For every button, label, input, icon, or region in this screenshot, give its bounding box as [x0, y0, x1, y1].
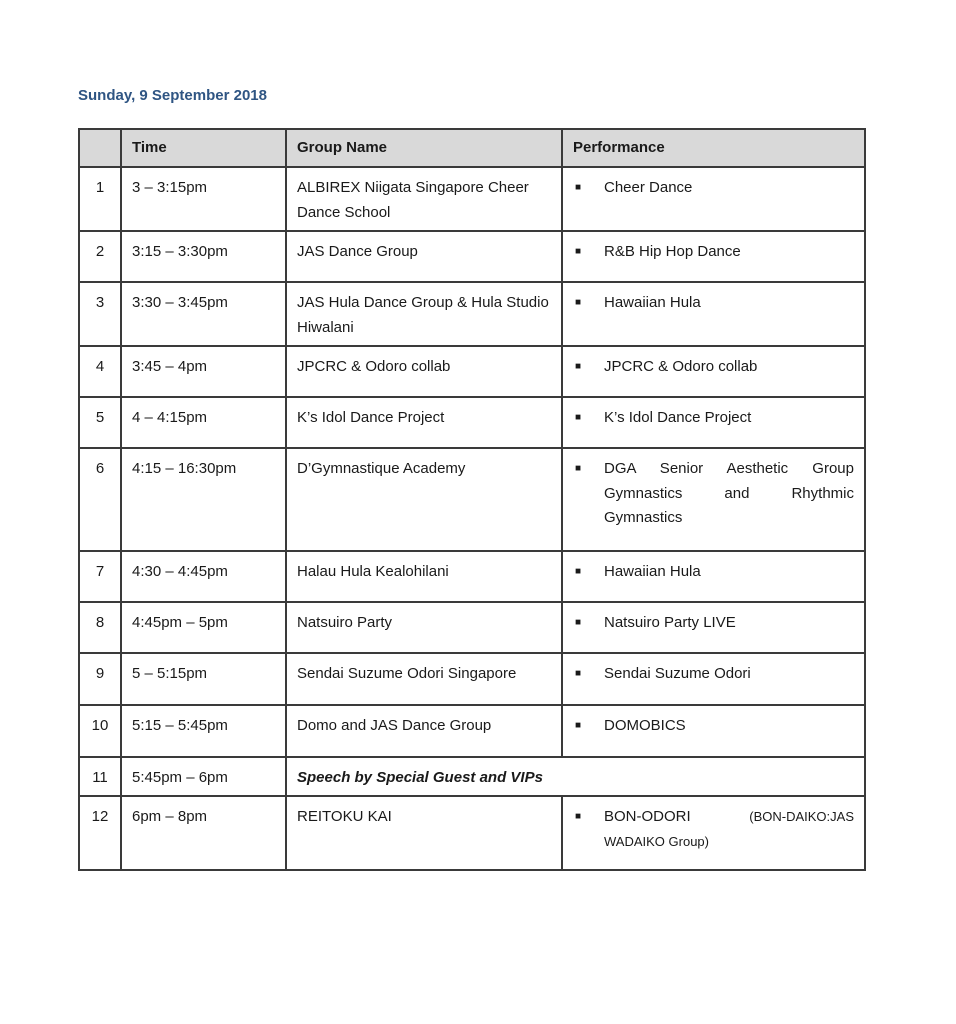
table-row-speech — [79, 757, 865, 796]
bullet-icon: ■ — [575, 720, 582, 731]
row-group: REITOKU KAI — [286, 796, 562, 870]
table-row — [79, 796, 865, 870]
table-row — [79, 551, 865, 602]
performance-text: DOMOBICS — [604, 717, 686, 734]
performance-text: JPCRC & Odoro collab — [604, 358, 758, 375]
performance-text: DGA Senior Aesthetic Group Gymnastics and Rhythmic Gymnastics — [604, 460, 854, 526]
row-group: Natsuiro Party — [286, 602, 562, 653]
row-time: 3 – 3:15pm — [121, 167, 286, 231]
row-num: 1 — [79, 167, 121, 231]
row-num: 3 — [79, 282, 121, 346]
row-num: 12 — [79, 796, 121, 870]
row-time: 4 – 4:15pm — [121, 397, 286, 448]
bullet-icon: ■ — [575, 361, 582, 372]
bullet-icon: ■ — [575, 297, 582, 308]
table-row — [79, 653, 865, 705]
row-time: 6pm – 8pm — [121, 796, 286, 870]
row-num: 5 — [79, 397, 121, 448]
performance-text: Cheer Dance — [604, 179, 693, 196]
bullet-icon: ■ — [575, 463, 582, 474]
table-row — [79, 282, 865, 346]
row-num: 9 — [79, 653, 121, 705]
table-header-row — [79, 129, 865, 167]
performance-text: BON-ODORI — [604, 808, 691, 825]
row-performance — [562, 796, 865, 870]
page-title: Sunday, 9 September 2018 — [78, 87, 267, 104]
row-time: 4:45pm – 5pm — [121, 602, 286, 653]
row-performance — [562, 397, 865, 448]
performance-note: (BON-DAIKO:JAS WADAIKO Group) — [604, 809, 854, 849]
row-num: 10 — [79, 705, 121, 757]
row-group: Halau Hula Kealohilani — [286, 551, 562, 602]
row-num: 6 — [79, 448, 121, 551]
row-performance — [562, 282, 865, 346]
bullet-icon: ■ — [575, 811, 582, 822]
row-group: JAS Dance Group — [286, 231, 562, 282]
table-row — [79, 167, 865, 231]
table-row — [79, 346, 865, 397]
performance-text: K’s Idol Dance Project — [604, 409, 752, 426]
row-time: 3:15 – 3:30pm — [121, 231, 286, 282]
performance-text: Natsuiro Party LIVE — [604, 614, 736, 631]
bullet-icon: ■ — [575, 182, 582, 193]
row-performance — [562, 551, 865, 602]
row-num: 11 — [79, 757, 121, 796]
row-group: Sendai Suzume Odori Singapore — [286, 653, 562, 705]
row-time: 3:30 – 3:45pm — [121, 282, 286, 346]
row-group: Domo and JAS Dance Group — [286, 705, 562, 757]
header-num — [79, 129, 121, 167]
row-num: 2 — [79, 231, 121, 282]
row-performance — [562, 448, 865, 551]
row-group: K’s Idol Dance Project — [286, 397, 562, 448]
row-time: 3:45 – 4pm — [121, 346, 286, 397]
bullet-icon: ■ — [575, 617, 582, 628]
header-group: Group Name — [286, 129, 562, 167]
row-time: 4:30 – 4:45pm — [121, 551, 286, 602]
row-time: 5:45pm – 6pm — [121, 757, 286, 796]
table-row — [79, 231, 865, 282]
schedule-table — [78, 128, 866, 871]
row-num: 4 — [79, 346, 121, 397]
bullet-icon: ■ — [575, 412, 582, 423]
table-row — [79, 448, 865, 551]
header-time: Time — [121, 129, 286, 167]
bullet-icon: ■ — [575, 246, 582, 257]
table-row — [79, 397, 865, 448]
performance-text: Hawaiian Hula — [604, 563, 701, 580]
row-performance — [562, 705, 865, 757]
row-group: ALBIREX Niigata Singapore Cheer Dance School — [286, 167, 562, 231]
performance-text: Sendai Suzume Odori — [604, 665, 751, 682]
row-performance — [562, 653, 865, 705]
table-row — [79, 705, 865, 757]
performance-text: Hawaiian Hula — [604, 294, 701, 311]
performance-text: R&B Hip Hop Dance — [604, 243, 741, 260]
row-group: JPCRC & Odoro collab — [286, 346, 562, 397]
row-group: JAS Hula Dance Group & Hula Studio Hiwalani — [286, 282, 562, 346]
speech-text: Speech by Special Guest and VIPs — [286, 757, 865, 796]
row-group: D’Gymnastique Academy — [286, 448, 562, 551]
row-performance — [562, 231, 865, 282]
bullet-icon: ■ — [575, 668, 582, 679]
row-time: 4:15 – 16:30pm — [121, 448, 286, 551]
header-performance: Performance — [562, 129, 865, 167]
row-num: 7 — [79, 551, 121, 602]
row-time: 5:15 – 5:45pm — [121, 705, 286, 757]
row-performance — [562, 346, 865, 397]
row-performance — [562, 167, 865, 231]
bullet-icon: ■ — [575, 566, 582, 577]
row-time: 5 – 5:15pm — [121, 653, 286, 705]
row-performance — [562, 602, 865, 653]
row-num: 8 — [79, 602, 121, 653]
table-row — [79, 602, 865, 653]
